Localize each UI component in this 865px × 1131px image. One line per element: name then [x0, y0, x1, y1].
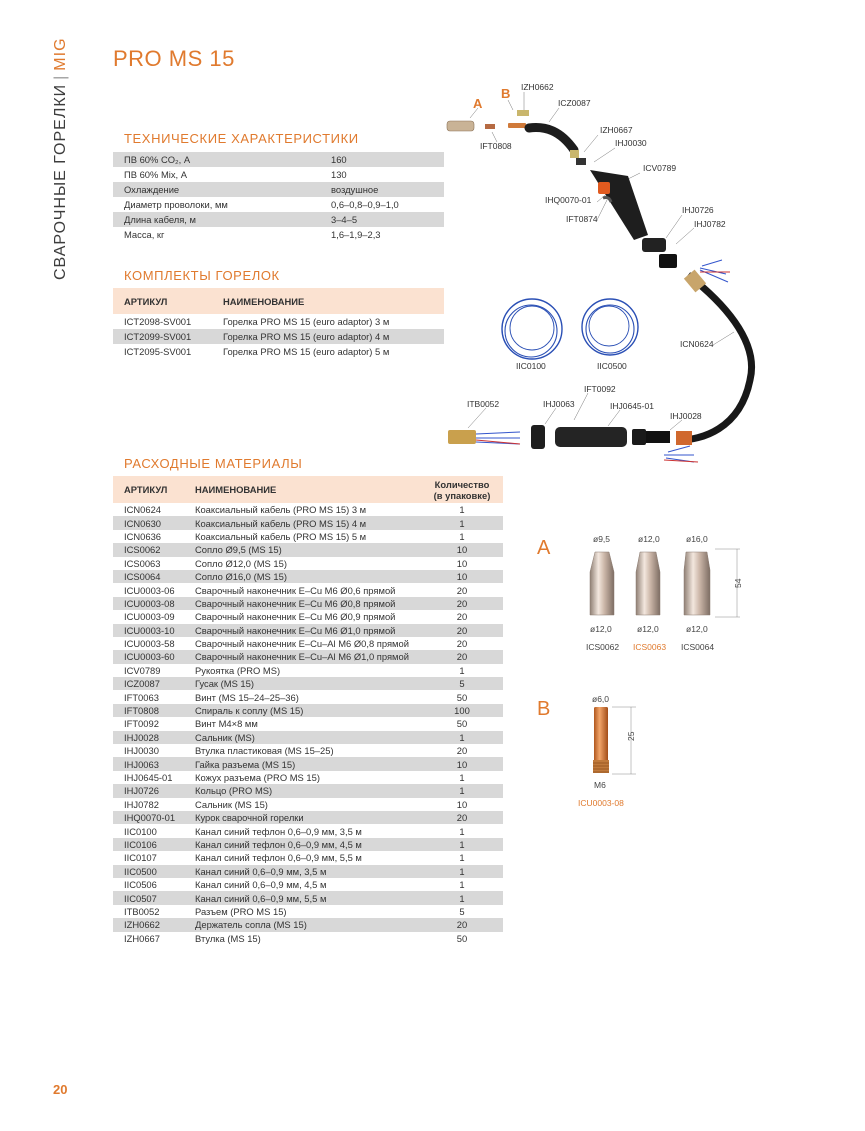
cons-name: Втулка (MS 15) [195, 932, 261, 944]
cons-qty: 1 [421, 838, 503, 851]
cons-article: ICS0064 [113, 570, 184, 583]
cons-article: ICN0630 [113, 516, 184, 529]
cons-name: Кожух разъема (PRO MS 15) [195, 772, 320, 783]
spec-value: 160 [320, 152, 444, 167]
spec-value: 1,6–1,9–2,3 [331, 229, 381, 240]
cons-name: Сопло Ø16,0 (MS 15) [184, 570, 421, 583]
callout-ihq0070: IHQ0070-01 [545, 195, 592, 205]
cons-article: IIC0506 [124, 879, 157, 891]
cons-qty: 1 [459, 879, 465, 891]
kits-col-article: АРТИКУЛ [113, 288, 212, 314]
spec-label: Охлаждение [113, 182, 320, 197]
spec-label: ПВ 60% CO₂, А [113, 152, 320, 167]
nozzle-2-code: ICS0063 [633, 642, 667, 652]
cons-qty: 20 [421, 650, 503, 663]
cons-article: ICU0003-08 [113, 597, 184, 610]
cons-qty: 1 [459, 530, 465, 542]
cons-article: ICS0062 [113, 543, 184, 556]
cons-qty: 1 [421, 731, 503, 744]
cons-name: Сварочный наконечник E–Cu M6 Ø0,6 прямой [195, 584, 396, 596]
cons-qty: 20 [456, 638, 468, 650]
cons-article: IFT0063 [124, 691, 159, 703]
cons-name: Сварочный наконечник E–Cu–Al M6 Ø0,8 прямой [195, 638, 409, 650]
nozzle-length-dim: 54 [733, 578, 743, 588]
spec-value: воздушное [320, 182, 444, 197]
cons-name: Сварочный наконечник E–Cu M6 Ø1,0 прямой [184, 624, 421, 637]
cons-article: IFT0092 [124, 718, 159, 730]
cons-qty: 1 [421, 891, 503, 904]
callout-ift0874: IFT0874 [566, 214, 598, 224]
cons-name: Кольцо (PRO MS) [184, 784, 421, 797]
cons-article: ICU0003-09 [124, 611, 175, 623]
cons-article: IIC0507 [113, 891, 184, 904]
diagram-letter-a: A [473, 96, 483, 111]
callout-icn0624: ICN0624 [680, 339, 714, 349]
kit-article: ICT2095-SV001 [124, 346, 192, 357]
cons-name: Сварочный наконечник E–Cu M6 Ø0,9 прямой [195, 611, 396, 623]
nozzle-ics0063 [636, 552, 660, 615]
callout-ihj0030: IHJ0030 [615, 138, 647, 148]
cons-name: Канал синий 0,6–0,9 мм, 3,5 м [184, 865, 421, 878]
cons-article: ICU0003-58 [124, 638, 175, 650]
cons-qty: 1 [459, 664, 465, 676]
cons-article: ICN0624 [124, 504, 162, 516]
cons-name: Сальник (MS 15) [195, 798, 268, 810]
kit-article: ICT2098-SV001 [124, 316, 192, 327]
callout-itb0052: ITB0052 [467, 399, 500, 409]
spec-value: 3–4–5 [320, 212, 444, 227]
contact-tip-icu0003-08 [594, 707, 608, 762]
cons-article: IHQ0070-01 [113, 811, 184, 824]
cons-name: Сопло Ø12,0 (MS 15) [195, 557, 287, 569]
callout-ift0092: IFT0092 [584, 384, 616, 394]
callout-izh0667: IZH0667 [600, 125, 633, 135]
spec-label: Масса, кг [124, 229, 165, 240]
cons-col-name: НАИМЕНОВАНИЕ [184, 476, 421, 503]
cons-name: Сварочный наконечник E–Cu M6 Ø0,8 прямой [184, 597, 421, 610]
cons-article: IZH0667 [124, 932, 160, 944]
kits-col-name: НАИМЕНОВАНИЕ [212, 288, 444, 314]
cons-qty: 20 [421, 597, 503, 610]
consumables-heading: РАСХОДНЫЕ МАТЕРИАЛЫ [124, 456, 303, 471]
nozzle-1-code: ICS0062 [586, 642, 620, 652]
cons-article: ICN0636 [124, 530, 162, 542]
cons-qty: 100 [421, 704, 503, 717]
cons-name: Держатель сопла (MS 15) [184, 918, 421, 931]
callout-icz0087: ICZ0087 [558, 98, 591, 108]
cons-qty: 20 [421, 918, 503, 931]
cons-qty: 10 [456, 557, 468, 569]
kits-heading: КОМПЛЕКТЫ ГОРЕЛОК [124, 268, 280, 283]
nozzle-2-bottom-dim: ø12,0 [637, 624, 659, 634]
cons-qty: 1 [459, 825, 465, 837]
diagram-letter-b: B [501, 86, 511, 101]
tip-thread: M6 [594, 780, 606, 790]
tip-top-dim: ø6,0 [592, 694, 610, 704]
callout-ihj0028: IHJ0028 [670, 411, 702, 421]
cons-name: Коаксиальный кабель (PRO MS 15) 4 м [184, 516, 421, 529]
cons-name: Канал синий 0,6–0,9 мм, 5,5 м [184, 891, 421, 904]
page-number: 20 [53, 1082, 68, 1097]
cons-qty: 1 [421, 784, 503, 797]
cons-article: IIC0107 [124, 852, 157, 864]
cons-name: Коаксиальный кабель (PRO MS 15) 5 м [195, 530, 367, 542]
kit-name: Горелка PRO MS 15 (euro adaptor) 5 м [223, 346, 390, 357]
cons-name: Сальник (MS) [184, 731, 421, 744]
cons-name: Гайка разъема (MS 15) [184, 757, 421, 770]
tip-code: ICU0003-08 [578, 798, 624, 808]
callout-iic0500: IIC0500 [597, 361, 627, 371]
callout-ihj0063: IHJ0063 [543, 399, 575, 409]
cons-name: Канал синий тефлон 0,6–0,9 мм, 5,5 м [195, 852, 362, 864]
cons-qty: 1 [421, 865, 503, 878]
cons-qty: 1 [459, 772, 465, 783]
cons-article: ICU0003-06 [124, 584, 175, 596]
cons-article: ICZ0087 [113, 677, 184, 690]
callout-ihj0726: IHJ0726 [682, 205, 714, 215]
nozzle-3-code: ICS0064 [681, 642, 715, 652]
cons-name: Гусак (MS 15) [184, 677, 421, 690]
kit-article: ICT2099-SV001 [113, 329, 212, 344]
cons-qty: 1 [421, 516, 503, 529]
cons-article: IIC0106 [113, 838, 184, 851]
cons-name: Сопло Ø9,5 (MS 15) [184, 543, 421, 556]
side-title-main: СВАРОЧНЫЕ ГОРЕЛКИ [52, 83, 69, 280]
cons-article: IIC0100 [124, 825, 157, 837]
cons-col-qty-line1: Количество [434, 478, 490, 490]
callout-iic0100: IIC0100 [516, 361, 546, 371]
cons-qty: 50 [456, 718, 468, 730]
cons-article: ICV0789 [124, 664, 161, 676]
side-title-separator: | [52, 74, 69, 80]
callout-ihj0645: IHJ0645-01 [610, 401, 654, 411]
cons-qty: 50 [456, 932, 468, 944]
nozzle-2-top-dim: ø12,0 [638, 534, 660, 544]
spec-label: ПВ 60% Mix, А [124, 169, 188, 180]
cons-article: ITB0052 [124, 905, 160, 917]
page-title: PRO MS 15 [113, 46, 235, 71]
cons-name: Канал синий тефлон 0,6–0,9 мм, 4,5 м [184, 838, 421, 851]
nozzle-3-top-dim: ø16,0 [686, 534, 708, 544]
cons-qty: 5 [421, 677, 503, 690]
cons-qty: 10 [421, 543, 503, 556]
callout-icv0789: ICV0789 [643, 163, 677, 173]
cons-qty: 50 [456, 691, 468, 703]
nozzle-3-bottom-dim: ø12,0 [686, 624, 708, 634]
cons-col-qty-line2: (в упаковке) [433, 489, 491, 501]
cons-qty: 5 [459, 905, 465, 917]
cons-qty: 10 [421, 757, 503, 770]
cons-qty: 20 [456, 745, 468, 757]
callout-izh0662: IZH0662 [521, 82, 554, 92]
side-title-accent: MIG [52, 37, 69, 71]
cons-name: Коаксиальный кабель (PRO MS 15) 3 м [195, 504, 367, 516]
cons-name: Канал синий 0,6–0,9 мм, 4,5 м [195, 879, 327, 891]
nozzle-1-bottom-dim: ø12,0 [590, 624, 612, 634]
cons-article: IIC0500 [113, 865, 184, 878]
cons-article: IHJ0028 [113, 731, 184, 744]
cons-name: Винт M4×8 мм [195, 718, 258, 730]
cons-article: IHJ0782 [124, 798, 159, 810]
nozzles-letter: A [537, 537, 551, 559]
cons-qty: 20 [421, 624, 503, 637]
spec-label: Диаметр проволоки, мм [124, 199, 228, 210]
cons-name: Винт (MS 15–24–25–36) [195, 691, 299, 703]
cons-article: IFT0808 [113, 704, 184, 717]
cons-article: IHJ0726 [113, 784, 184, 797]
cons-qty: 20 [421, 811, 503, 824]
cons-article: ICS0063 [124, 557, 161, 569]
callout-ift0808: IFT0808 [480, 141, 512, 151]
spec-value: 0,6–0,8–0,9–1,0 [331, 199, 399, 210]
cons-article: IZH0662 [113, 918, 184, 931]
cons-name: Сварочный наконечник E–Cu–Al M6 Ø1,0 прямой [184, 650, 421, 663]
specs-heading: ТЕХНИЧЕСКИЕ ХАРАКТЕРИСТИКИ [124, 131, 359, 146]
cons-name: Втулка пластиковая (MS 15–25) [195, 745, 334, 757]
kit-name: Горелка PRO MS 15 (euro adaptor) 3 м [223, 316, 390, 327]
cons-qty: 1 [459, 504, 465, 516]
cons-qty: 1 [459, 852, 465, 864]
tip-length-dim: 25 [626, 731, 636, 741]
nozzle-ics0062 [590, 552, 614, 615]
cons-qty: 20 [456, 584, 468, 596]
cons-qty: 10 [421, 570, 503, 583]
cons-article: IHJ0645-01 [124, 772, 173, 783]
cons-name: Курок сварочной горелки [184, 811, 421, 824]
spec-value: 130 [331, 169, 347, 180]
callout-ihj0782: IHJ0782 [694, 219, 726, 229]
cons-col-article: АРТИКУЛ [113, 476, 184, 503]
cons-qty: 20 [456, 611, 468, 623]
cons-article: IHJ0063 [113, 757, 184, 770]
tip-letter: B [537, 698, 551, 720]
kit-name: Горелка PRO MS 15 (euro adaptor) 4 м [212, 329, 444, 344]
cons-name: Канал синий тефлон 0,6–0,9 мм, 3,5 м [195, 825, 362, 837]
cons-article: ICU0003-10 [113, 624, 184, 637]
nozzle-ics0064 [684, 552, 710, 615]
cons-name: Разъем (PRO MS 15) [195, 905, 287, 917]
cons-article: IHJ0030 [124, 745, 159, 757]
cons-name: Рукоятка (PRO MS) [195, 664, 281, 676]
cons-qty: 10 [456, 798, 468, 810]
cons-name: Спираль к соплу (MS 15) [184, 704, 421, 717]
spec-label: Длина кабеля, м [113, 212, 320, 227]
nozzle-1-top-dim: ø9,5 [593, 534, 611, 544]
cons-article: ICU0003-60 [113, 650, 184, 663]
